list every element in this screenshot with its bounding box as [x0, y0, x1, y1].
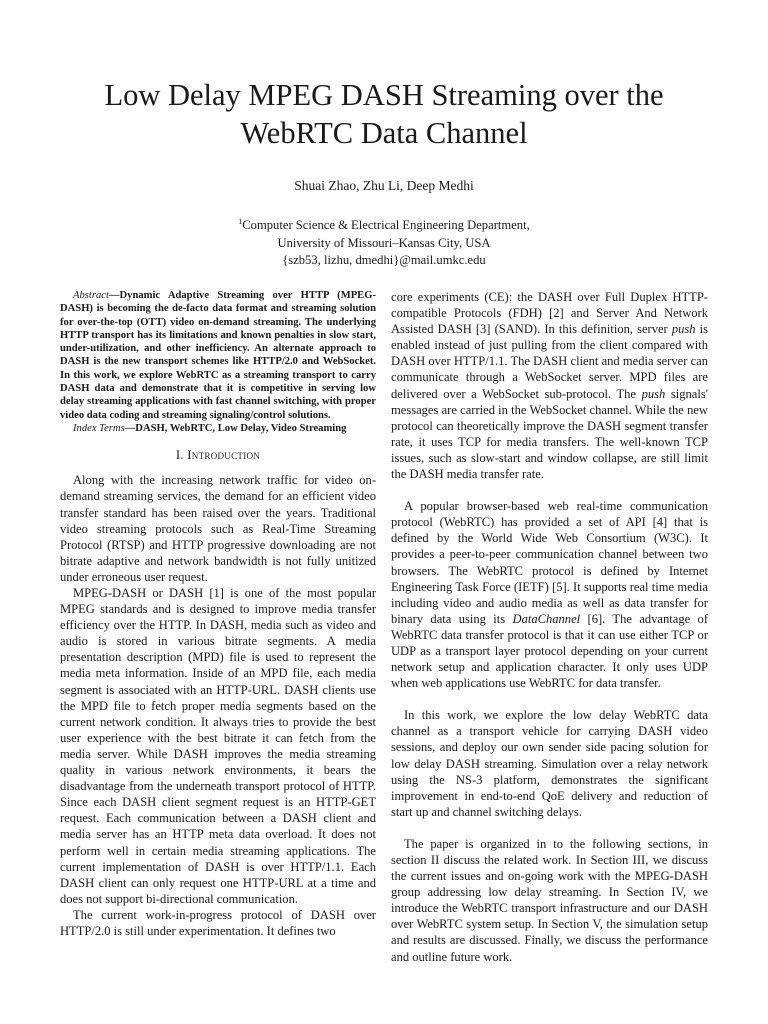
affiliation-line-2: University of Missouri–Kansas City, USA: [277, 235, 491, 250]
p1-part-c: signals' messages are carried in the WebSocket channel. While the new protocol can theoretically improve the DASH segment transfer rate, it uses TCP for media transfers. The well-known TCP issues, such as slow-start and window collapse, are still limit the DASH media transfer rate.: [391, 386, 708, 482]
datachannel-term: DataChannel: [512, 611, 581, 626]
p1-part-a: core experiments (CE): the DASH over Full Duplex HTTP-compatible Protocols (FDH) [2] and Server And Network Assisted DASH [3] (SAND). In this definition, server: [391, 290, 708, 337]
abstract-label: Abstract: [73, 290, 109, 301]
left-column: [60, 289, 376, 939]
title-line-1: Low Delay MPEG DASH Streaming over the: [104, 78, 664, 112]
paper-title: [0, 76, 768, 152]
right-paragraph-3: In this work, we explore the low delay WebRTC data channel as a transport vehicle for carrying DASH video sessions, and deploy our own sender side pacing solution for low delay DASH streaming. Simulation over a relay network using the NS-3 platform, demonstrates the significant improvement in end-to-end QoE delivery and reduction of start up and channel switching delays.: [391, 708, 708, 819]
title-line-2: WebRTC Data Channel: [240, 116, 528, 150]
right-paragraph-2: [391, 498, 708, 691]
intro-paragraph-3: The current work-in-progress protocol of DASH over HTTP/2.0 is still under experimentation. It defines two: [60, 907, 376, 938]
affiliation-dept: Computer Science & Electrical Engineering Department,: [242, 218, 530, 233]
push-term: push: [671, 322, 696, 337]
affiliation: [0, 213, 768, 270]
abstract: [60, 289, 376, 422]
right-column: [391, 289, 708, 965]
intro-paragraph-2: MPEG-DASH or DASH [1] is one of the most popular MPEG standards and is designed to improve media transfer efficiency over the HTTP. In DASH, media such as video and audio is stored in various bitrate segments. A media presentation description (MPD) file is used to represent the media meta information. Inside of an MPD file, each media segment is associated with an HTTP-URL. DASH clients use the MPD file to fetch proper media segments based on the current network condition. It always tries to provide the best user experience with the best bitrate it can fetch from the media server. While DASH improves the media streaming quality in various network environments, it bears the disadvantage from the underneath transport protocol of HTTP. Since each DASH client segment request is an HTTP-GET request. Each communication between a DASH client and media server has an HTTP meta data overload. It does not perform well in certain media streaming applications. The current implementation of DASH is over HTTP/1.1. Each DASH client can only request one HTTP-URL at a time and does not support bi-directional communication.: [60, 586, 376, 906]
affiliation-emails: {szb53, lizhu, dmedhi}@mail.umkc.edu: [282, 253, 486, 268]
index-terms-label: Index Terms: [73, 422, 125, 434]
index-terms-text: —DASH, WebRTC, Low Delay, Video Streaming: [124, 422, 347, 434]
abstract-text: —Dynamic Adaptive Streaming over HTTP (MPEG-DASH) is becoming the de-facto data format and streaming solution for over-the-top (OTT) video on-demand streaming. The underlying HTTP transport has its limitations and known penalties in slow start, under-utilization, and other inefficiency. An alternate approach to DASH is the new transport schemes like HTTP/2.0 and WebSocket. In this work, we explore WebRTC as a streaming transport to carry DASH data and demonstrate that it is competitive in serving low delay streaming applications with fast channel switching, with proper video data coding and streaming signaling/control solutions.: [60, 290, 376, 421]
intro-paragraph-1: Along with the increasing network traffic for video on-demand streaming services, the demand for an efficient video transfer standard has been raised over the years. Traditional video streaming protocols such as Real-Time Streaming Protocol (RTSP) and HTTP progressive downloading are not bitrate adaptive and network bandwidth is not fully unitized under erroneous user request.: [60, 473, 376, 584]
index-terms: [60, 422, 376, 435]
affiliation-line-1: [0, 213, 768, 235]
p2-part-a: A popular browser-based web real-time communication protocol (WebRTC) has provided a set of API [4] that is defined by the World Wide Web Consortium (W3C). It provides a peer-to-peer communication channel between two browsers. The WebRTC protocol is defined by Internet Engineering Task Force (IETF) [5]. It supports real time media including video and audio media as well as data transfer for binary data using its: [391, 499, 708, 626]
p2-part-b: [6]. The advantage of WebRTC data transfer protocol is that it can use either TCP or UDP as a transport layer protocol depending on your current network setup and application character. It only uses UDP when web applications use WebRTC for data transfer.: [391, 611, 709, 691]
push-term: push: [641, 386, 666, 401]
p1-part-b: is enabled instead of just pulling from the client compared with DASH over HTTP/1.1. The DASH client and media server can communicate through a WebSocket server. MPD files are delivered over a WebSocket sub-protocol. The: [391, 322, 708, 401]
authors: Shuai Zhao, Zhu Li, Deep Medhi: [294, 178, 474, 193]
affiliation-marker: 1: [238, 217, 243, 226]
right-paragraph-1: [391, 289, 708, 482]
section-heading-introduction: I. Introduction: [175, 448, 261, 463]
right-paragraph-4: The paper is organized in to the following sections, in section II discuss the related work. In Section III, we discuss the current issues and on-going work with the MPEG-DASH group addressing low delay streaming. In Section IV, we introduce the WebRTC transport infrastructure and our DASH over WebRTC system setup. In Section V, the simulation setup and results are discussed. Finally, we discuss the performance and outline future work.: [391, 836, 708, 964]
